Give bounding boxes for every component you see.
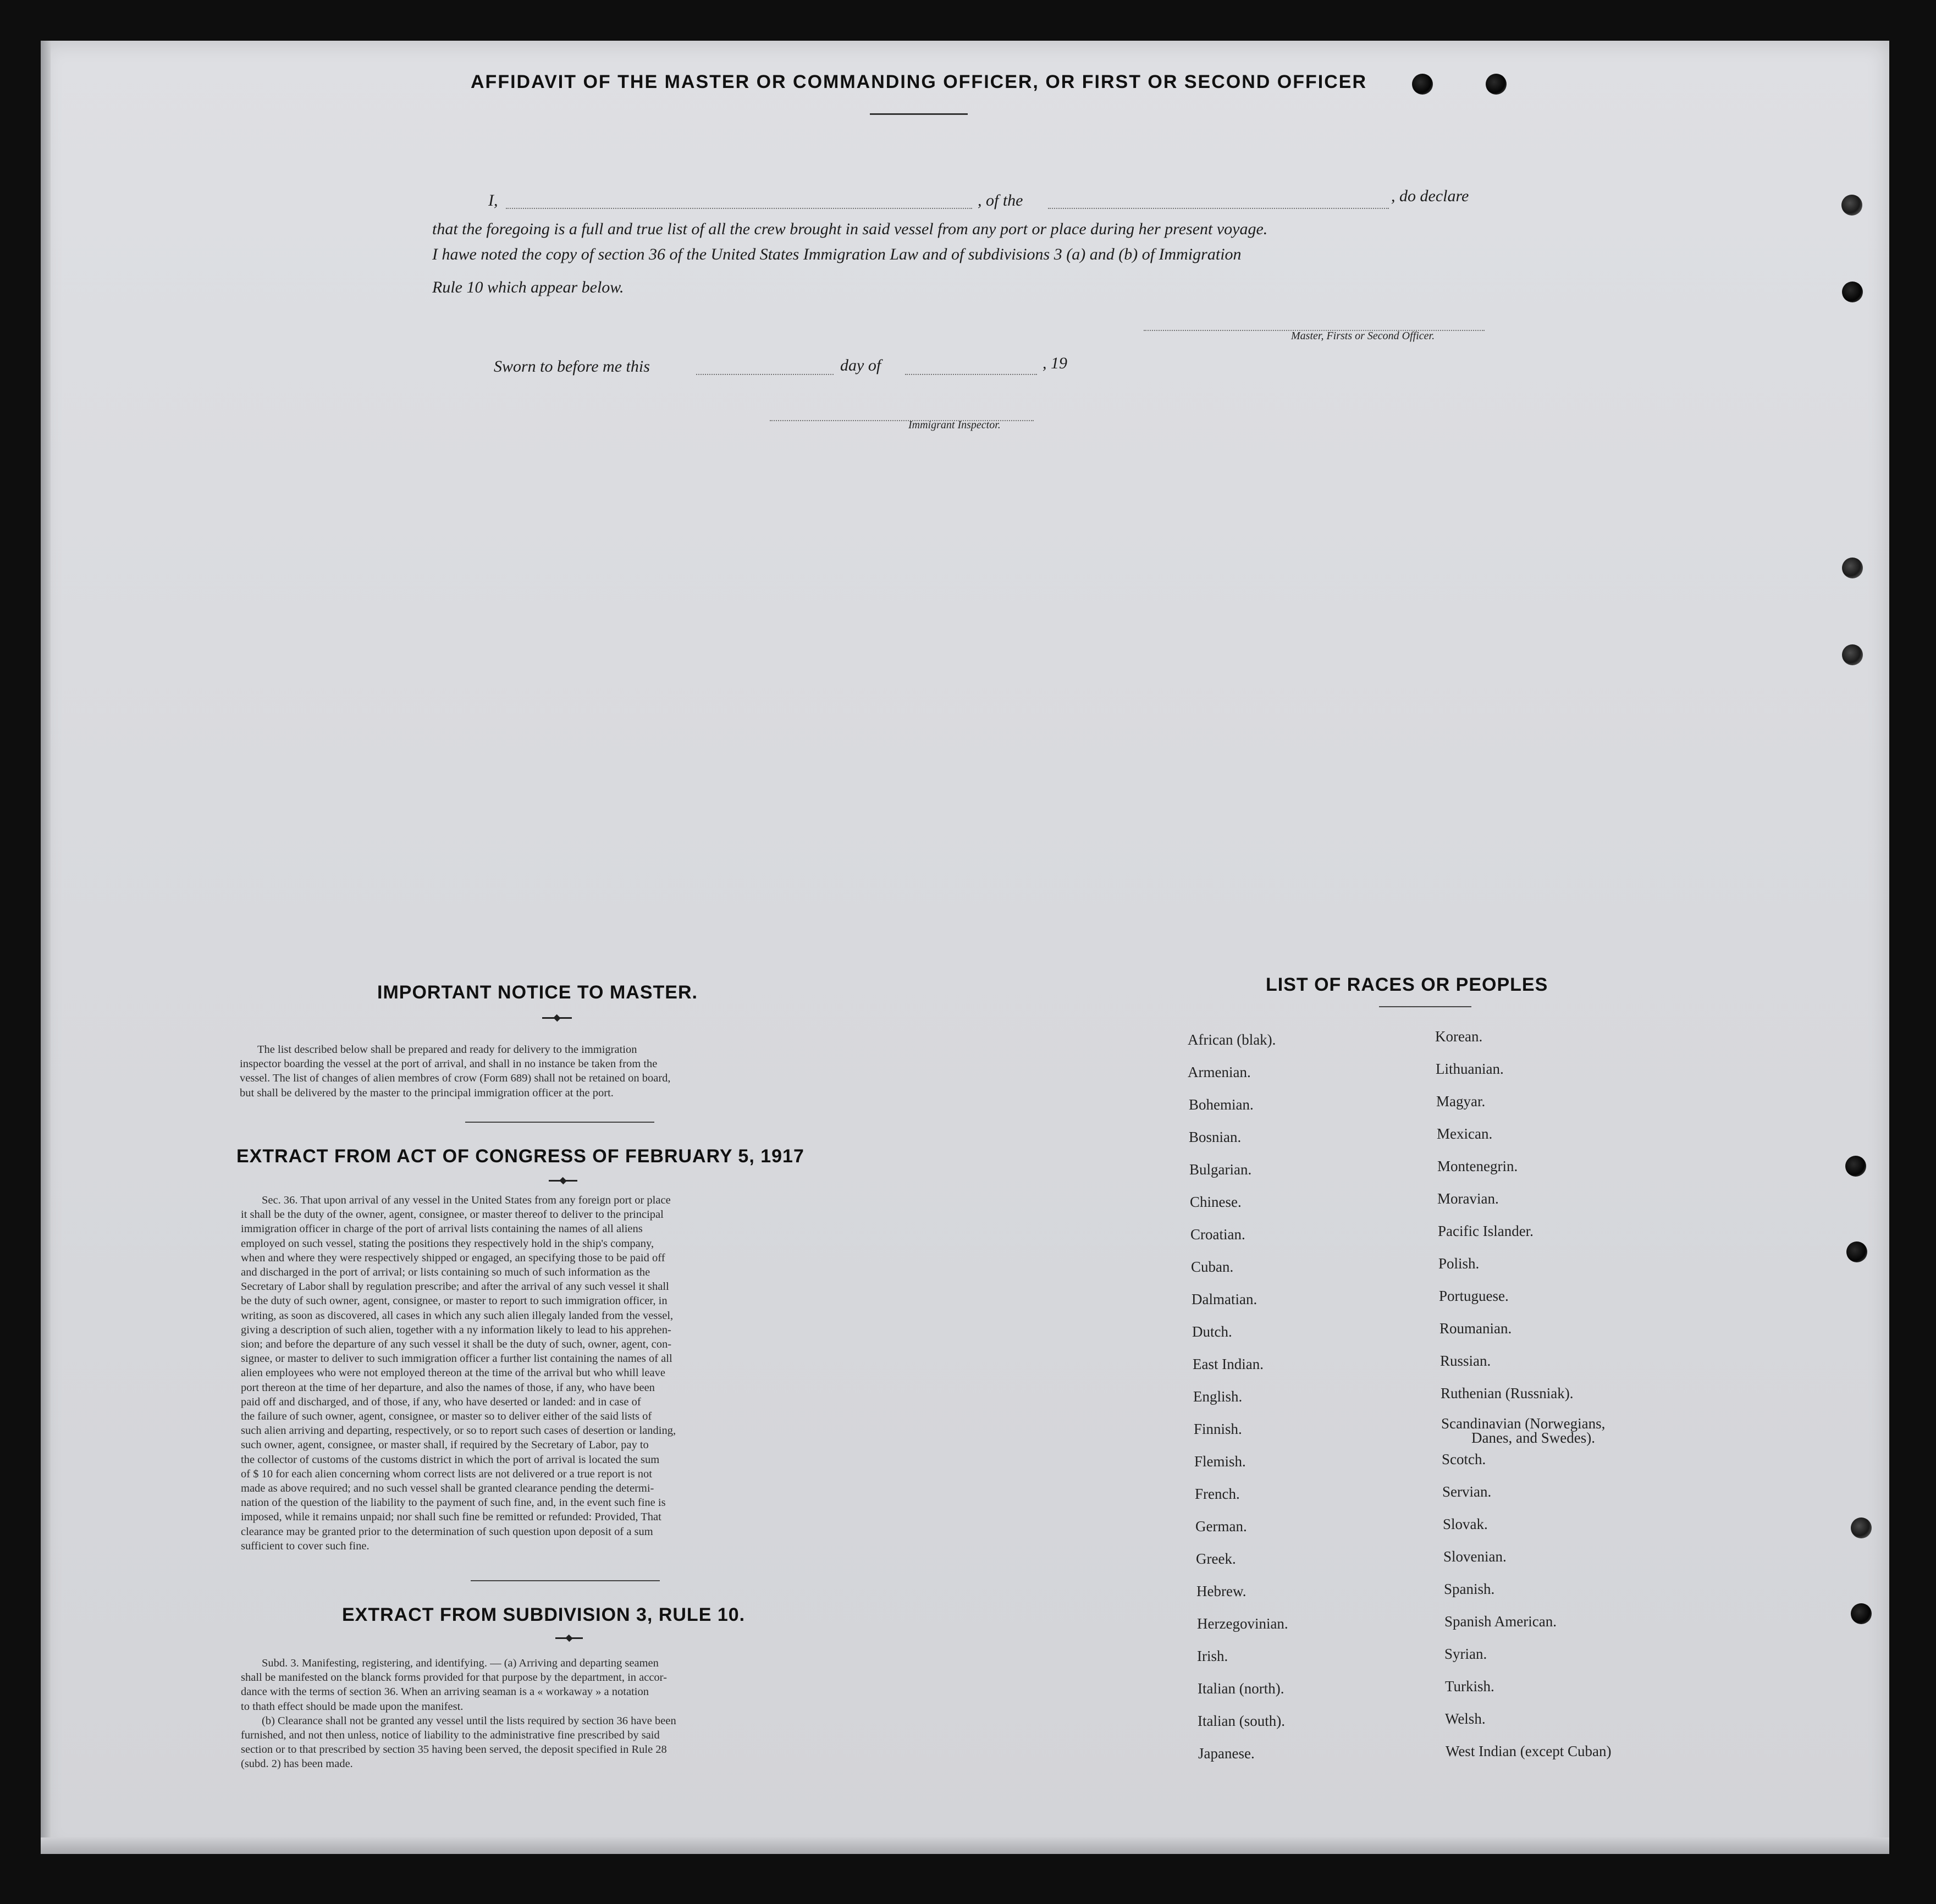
affidavit-line-4: Rule 10 which appear below. [432,278,624,296]
punch-hole-icon [1486,74,1507,95]
vessel-name-field[interactable] [1048,208,1389,209]
punch-hole-icon [1841,195,1862,216]
punch-hole-icon [1845,1156,1866,1177]
act-line: nation of the question of the liability to the payment of such fine, and, in the event such fine is [241,1497,666,1509]
race-item: Italian (north). [1198,1680,1284,1697]
notice-line: inspector boarding the vessel at the port of arrival, and shall in no instance be taken from the [240,1058,658,1070]
race-item: Welsh. [1445,1710,1486,1727]
act-line: be the duty of such owner, agent, consignee, or master to report to such immigration officer, in [241,1295,668,1307]
rule-line: to thath effect should be made upon the manifest. [241,1700,464,1713]
act-line: paid off and discharged, and of those, if any, who have deserted or landed: and in case of [241,1395,641,1408]
race-item: Dalmatian. [1192,1291,1257,1307]
race-item: Chinese. [1190,1194,1242,1210]
race-item: West Indian (except Cuban) [1446,1743,1612,1759]
rule-line: (b) Clearance shall not be granted any vessel until the lists required by section 36 have been [262,1714,676,1727]
act-line: such owner, agent, consignee, or master shall, if required by the Secretary of Labor, pay to [241,1439,649,1452]
notice-line: but shall be delivered by the master to the principal immigration officer at the port. [240,1086,614,1099]
act-line: employed on such vessel, stating the positions they respectively hold in the ship's company, [241,1237,654,1250]
race-item: Servian. [1442,1483,1492,1500]
bottom-edge [41,1837,1889,1854]
act-line: and discharged in the port of arrival; or lists containing so much of such information as the [241,1266,650,1279]
of-the-label: , of the [978,191,1023,209]
race-item: Greek. [1196,1550,1236,1567]
race-item: Ruthenian (Russniak). [1441,1385,1574,1401]
race-item: Bosnian. [1189,1129,1242,1145]
rule-line: shall be manifested on the blanck forms provided for that purpose by the department, in accor- [241,1671,667,1684]
section-divider [465,1122,654,1123]
rule-line: Subd. 3. Manifesting, registering, and identifying. — (a) Arriving and departing seamen [262,1657,659,1669]
punch-hole-icon [1842,558,1863,578]
race-item: Slovenian. [1443,1548,1507,1565]
rule-body [241,1656,891,1771]
punch-hole-icon [1842,282,1863,302]
races-title: LIST OF RACES OR PEOPLES [1266,974,1548,995]
master-signature-caption: Master, Firsts or Second Officer. [1291,330,1435,342]
title-rule [870,113,968,115]
race-item: Japanese. [1198,1745,1255,1762]
race-item: East Indian. [1193,1356,1264,1372]
race-item: Syrian. [1444,1646,1487,1662]
race-item: Moravian. [1437,1190,1499,1207]
punch-hole-icon [1851,1603,1872,1624]
day-of-label: day of [840,356,881,374]
rule-line: furnished, and not then unless, notice of liability to the administrative fine prescribed by said [241,1729,660,1742]
race-item: Cuban. [1191,1259,1234,1275]
act-line: of $ 10 for each alien concerning whom correct lists are not delivered or a true report is not [241,1467,652,1480]
race-item: Korean. [1435,1028,1483,1045]
rule-title: EXTRACT FROM SUBDIVISION 3, RULE 10. [342,1604,746,1625]
rule-line: section or to that prescribed by section 35 having been served, the deposit specified in Rule 28 [241,1743,667,1756]
act-line: made as above required; and no such vessel shall be granted clearance pending the determi- [241,1482,654,1495]
race-item: Polish. [1438,1255,1480,1272]
act-body [241,1193,891,1553]
inspector-caption: Immigrant Inspector. [908,419,1001,431]
act-line: it shall be the duty of the owner, agent, consignee, or master thereof to deliver to the principal [241,1208,664,1221]
section-divider [471,1580,660,1581]
race-item: Magyar. [1436,1093,1486,1110]
officer-name-field[interactable] [506,208,972,209]
race-item: Pacific Islander. [1438,1223,1534,1239]
race-item: Hebrew. [1196,1583,1246,1599]
act-line: Sec. 36. That upon arrival of any vessel in the United States from any foreign port or place [262,1194,671,1206]
race-item: Croatian. [1190,1226,1245,1243]
notice-line: The list described below shall be prepared and ready for delivery to the immigration [257,1044,637,1056]
act-line: sion; and before the departure of any such vessel it shall be the duty of such, owner, agent, con- [241,1338,672,1351]
race-item: Montenegrin. [1437,1158,1518,1174]
race-item: Spanish American. [1444,1613,1557,1630]
act-line: writing, as soon as discovered, all cases in which any such alien illegaly landed from the vessel, [241,1309,674,1322]
sworn-day-field[interactable] [696,374,834,375]
notice-line: vessel. The list of changes of alien membres of crow (Form 689) shall not be retained on board, [240,1072,671,1085]
punch-hole-icon [1842,644,1863,665]
race-item: Dutch. [1192,1323,1232,1340]
race-item: Roumanian. [1439,1320,1512,1337]
act-line: port thereon at the time of her departure, and also the names of those, if any, who have been [241,1381,655,1394]
act-line: the failure of such owner, agent, consignee, or master so to deliver either of the said lists of [241,1410,652,1423]
race-item-continued: Danes, and Swedes). [1471,1430,1595,1446]
notice-ornament [542,1017,572,1019]
act-line: clearance may be granted prior to the determination of such question upon deposit of a sum [241,1525,653,1538]
act-title: EXTRACT FROM ACT OF CONGRESS OF FEBRUARY 5, 1917 [236,1146,804,1167]
act-line: Secretary of Labor shall by regulation prescribe; and after the arrival of any such vessel it shall [241,1281,669,1293]
race-item: English. [1193,1388,1243,1405]
do-declare-label: , do declare [1391,187,1469,205]
race-item: Herzegovinian. [1197,1615,1288,1632]
act-ornament [549,1180,577,1182]
act-line: giving a description of such alien, together with a ny information likely to lead to his apprehen- [241,1323,671,1336]
affidavit-line-2: that the foregoing is a full and true list of all the crew brought in said vessel from any port or place during her present voyage. [432,220,1268,238]
race-item: African (blak). [1188,1031,1276,1048]
act-line: signee, or master to deliver to such immigration officer a further list containing the names of all [241,1353,672,1365]
rule-ornament [555,1637,583,1639]
race-item: Mexican. [1437,1125,1493,1142]
notice-body [240,1042,885,1100]
race-item: French. [1195,1486,1240,1502]
race-item: Portuguese. [1439,1288,1509,1304]
act-line: imposed, while it remains unpaid; nor shall such fine be remitted or refunded: Provided, That [241,1511,661,1524]
document-sheet [41,41,1889,1854]
race-item: Finnish. [1194,1421,1242,1437]
race-item: Russian. [1440,1353,1491,1369]
left-edge [41,41,51,1854]
rule-line: (subd. 2) has been made. [241,1758,353,1770]
affidavit-title: AFFIDAVIT OF THE MASTER OR COMMANDING OFFICER, OR FIRST OR SECOND OFFICER [471,71,1367,92]
race-item: Turkish. [1445,1678,1494,1695]
race-item: Flemish. [1194,1453,1246,1470]
act-line: alien employees who were not employed thereon at the time of the arrival but who whill leave [241,1367,665,1379]
act-line: sufficient to cover such fine. [241,1539,369,1552]
race-item: Bohemian. [1189,1096,1254,1113]
act-line: immigration officer in charge of the port of arrival lists containing the names of all aliens [241,1223,643,1235]
punch-hole-icon [1846,1241,1867,1262]
notice-title: IMPORTANT NOTICE TO MASTER. [377,982,698,1003]
race-item: Spanish. [1444,1581,1495,1597]
sworn-month-field[interactable] [905,374,1037,375]
year-label: , 19 [1043,354,1067,372]
race-item: Bulgarian. [1189,1161,1252,1178]
punch-hole-icon [1851,1517,1872,1538]
race-item: Slovak. [1443,1516,1488,1532]
race-item: Lithuanian. [1436,1061,1504,1077]
i-label: I, [488,191,498,209]
race-item: Scotch. [1442,1451,1486,1467]
race-item: Italian (south). [1198,1713,1285,1729]
act-line: the collector of customs of the customs district in which the port of arrival is located the sum [241,1453,660,1466]
race-item: Irish. [1197,1648,1228,1664]
race-item: Armenian. [1188,1064,1251,1080]
act-line: such alien arriving and departing, respectively, or so to report such cases of desertion or landing, [241,1425,676,1437]
race-item: German. [1195,1518,1247,1535]
act-line: when and where they were respectively shipped or engaged, an specifying those to be paid off [241,1251,665,1264]
race-item: Scandinavian (Norwegians, [1441,1415,1606,1432]
rule-line: dance with the terms of section 36. When an arriving seaman is a « workaway » a notation [241,1686,649,1698]
races-title-rule [1379,1006,1471,1007]
sworn-label: Sworn to before me this [494,357,650,376]
affidavit-line-3: I hawe noted the copy of section 36 of the United States Immigration Law and of subdivisions 3 (a) and (b) of Immigration [432,245,1242,263]
